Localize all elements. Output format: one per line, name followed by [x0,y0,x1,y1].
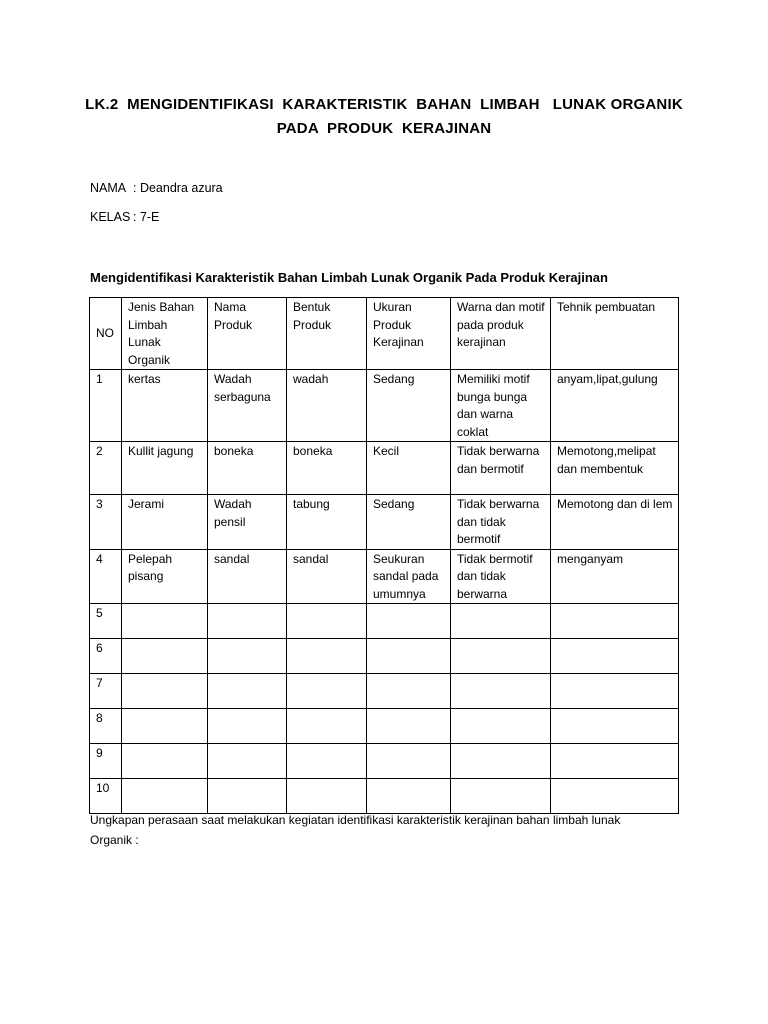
cell-nama-produk[interactable] [208,674,287,709]
cell-tehnik-pembuatan[interactable]: Memotong,melipat dan membentuk [551,442,679,495]
cell-ukuran-produk[interactable] [367,639,451,674]
table-header-row [90,298,679,370]
cell-warna-motif[interactable] [451,779,551,814]
nama-label: NAMA [90,181,127,195]
cell-no[interactable]: 2 [90,442,122,495]
cell-nama-produk[interactable] [208,744,287,779]
header-nama-produk: Nama Produk [208,298,287,370]
feelings-note-line-1: Ungkapan perasaan saat melakukan kegiatan identifikasi karakteristik kerajinan bahan limbah lunak [90,813,621,827]
cell-ukuran-produk[interactable] [367,744,451,779]
cell-nama-produk[interactable]: boneka [208,442,287,495]
cell-ukuran-produk[interactable]: Sedang [367,495,451,550]
cell-ukuran-produk[interactable] [367,709,451,744]
kelas-label: KELAS [90,210,131,224]
table-row [90,549,679,604]
cell-warna-motif[interactable]: Memiliki motif bunga bunga dan warna coklat [451,370,551,442]
nama-field [90,181,223,195]
title-line-1: LK.2 MENGIDENTIFIKASI KARAKTERISTIK BAHAN LIMBAH LUNAK ORGANIK [85,96,683,113]
table-row [90,604,679,639]
cell-no[interactable]: 4 [90,549,122,604]
header-no: NO [90,298,122,370]
cell-nama-produk[interactable] [208,639,287,674]
cell-jenis-bahan[interactable]: Kullit jagung [122,442,208,495]
cell-jenis-bahan[interactable] [122,604,208,639]
cell-no[interactable]: 3 [90,495,122,550]
cell-no[interactable]: 6 [90,639,122,674]
table-row [90,495,679,550]
cell-bentuk-produk[interactable]: boneka [287,442,367,495]
table-row [90,779,679,814]
table-row [90,639,679,674]
cell-tehnik-pembuatan[interactable] [551,674,679,709]
cell-warna-motif[interactable] [451,744,551,779]
cell-warna-motif[interactable]: Tidak berwarna dan bermotif [451,442,551,495]
table-row [90,744,679,779]
cell-bentuk-produk[interactable]: sandal [287,549,367,604]
cell-ukuran-produk[interactable] [367,674,451,709]
cell-no[interactable]: 8 [90,709,122,744]
cell-ukuran-produk[interactable] [367,604,451,639]
cell-no[interactable]: 9 [90,744,122,779]
cell-jenis-bahan[interactable] [122,709,208,744]
cell-jenis-bahan[interactable]: Jerami [122,495,208,550]
cell-jenis-bahan[interactable] [122,674,208,709]
feelings-note-line-2: Organik : [90,833,139,847]
cell-ukuran-produk[interactable]: Seukuran sandal pada umumnya [367,549,451,604]
header-jenis-bahan: Jenis Bahan Limbah Lunak Organik [122,298,208,370]
cell-nama-produk[interactable] [208,709,287,744]
cell-jenis-bahan[interactable]: Pelepah pisang [122,549,208,604]
cell-no[interactable]: 1 [90,370,122,442]
table-row [90,674,679,709]
cell-tehnik-pembuatan[interactable] [551,709,679,744]
cell-ukuran-produk[interactable] [367,779,451,814]
cell-nama-produk[interactable]: sandal [208,549,287,604]
cell-warna-motif[interactable] [451,604,551,639]
cell-tehnik-pembuatan[interactable]: menganyam [551,549,679,604]
cell-warna-motif[interactable]: Tidak bermotif dan tidak berwarna [451,549,551,604]
table-row [90,709,679,744]
cell-nama-produk[interactable]: Wadah serbaguna [208,370,287,442]
cell-tehnik-pembuatan[interactable] [551,744,679,779]
worksheet-title [0,93,768,141]
kelas-field [90,210,159,224]
cell-bentuk-produk[interactable] [287,779,367,814]
kelas-value: : 7-E [133,210,160,224]
feelings-note [90,810,690,850]
cell-tehnik-pembuatan[interactable] [551,639,679,674]
title-line-2: PADA PRODUK KERAJINAN [276,120,492,137]
cell-warna-motif[interactable] [451,639,551,674]
cell-warna-motif[interactable]: Tidak berwarna dan tidak bermotif [451,495,551,550]
cell-tehnik-pembuatan[interactable]: Memotong dan di lem [551,495,679,550]
cell-no[interactable]: 5 [90,604,122,639]
cell-bentuk-produk[interactable] [287,604,367,639]
cell-ukuran-produk[interactable]: Kecil [367,442,451,495]
cell-jenis-bahan[interactable]: kertas [122,370,208,442]
cell-jenis-bahan[interactable] [122,744,208,779]
table-title: Mengidentifikasi Karakteristik Bahan Limbah Lunak Organik Pada Produk Kerajinan [90,270,608,285]
nama-value: : Deandra azura [133,181,223,195]
cell-warna-motif[interactable] [451,709,551,744]
cell-no[interactable]: 7 [90,674,122,709]
cell-bentuk-produk[interactable] [287,744,367,779]
cell-nama-produk[interactable] [208,604,287,639]
cell-tehnik-pembuatan[interactable] [551,604,679,639]
cell-tehnik-pembuatan[interactable]: anyam,lipat,gulung [551,370,679,442]
characteristics-table [89,297,679,814]
cell-bentuk-produk[interactable] [287,639,367,674]
cell-bentuk-produk[interactable] [287,709,367,744]
header-bentuk-produk: Bentuk Produk [287,298,367,370]
cell-tehnik-pembuatan[interactable] [551,779,679,814]
cell-jenis-bahan[interactable] [122,779,208,814]
cell-warna-motif[interactable] [451,674,551,709]
cell-jenis-bahan[interactable] [122,639,208,674]
header-warna-motif: Warna dan motif pada produk kerajinan [451,298,551,370]
cell-ukuran-produk[interactable]: Sedang [367,370,451,442]
cell-bentuk-produk[interactable]: tabung [287,495,367,550]
header-ukuran-produk: Ukuran Produk Kerajinan [367,298,451,370]
cell-bentuk-produk[interactable]: wadah [287,370,367,442]
table-row [90,370,679,442]
cell-nama-produk[interactable] [208,779,287,814]
cell-bentuk-produk[interactable] [287,674,367,709]
cell-no[interactable]: 10 [90,779,122,814]
header-tehnik-pembuatan: Tehnik pembuatan [551,298,679,370]
cell-nama-produk[interactable]: Wadah pensil [208,495,287,550]
table-row [90,442,679,495]
